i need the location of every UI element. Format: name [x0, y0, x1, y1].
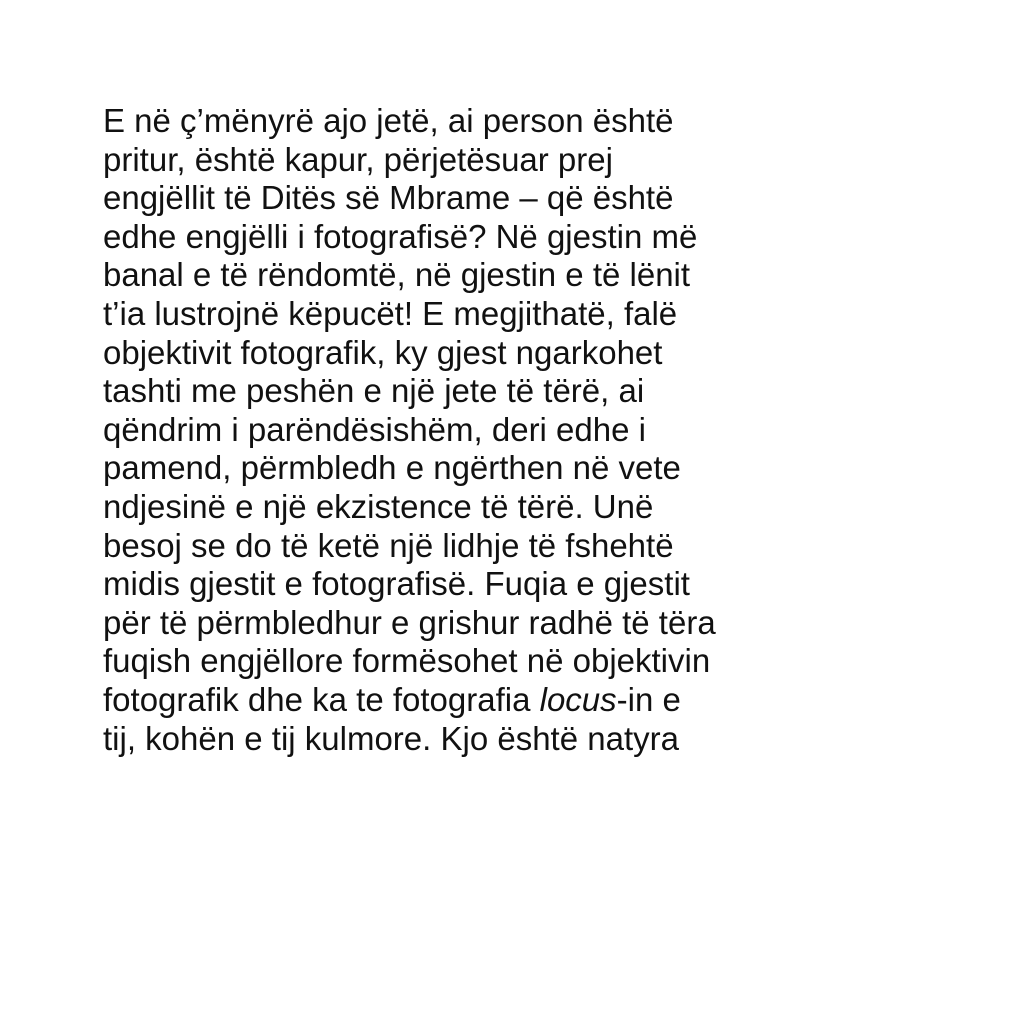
- text-line: pamend, përmbledh e ngërthen në vete: [103, 449, 681, 487]
- text-segment: -in e: [616, 680, 681, 718]
- text-line: banal e të rëndomtë, në gjestin e të lënit: [103, 256, 691, 294]
- italic-term: locus: [539, 680, 617, 718]
- text-line: pritur, është kapur, përjetësuar prej: [103, 140, 613, 178]
- text-line: t’ia lustrojnë këpucët! E megjithatë, falë: [103, 294, 678, 332]
- text-line: E në ç’mënyrë ajo jetë, ai person është: [103, 102, 674, 139]
- text-line: fuqish engjëllore formësohet në objektivin: [103, 642, 711, 680]
- text-line: midis gjestit e fotografisë. Fuqia e gjestit: [103, 565, 690, 603]
- text-line: edhe engjëlli i fotografisë? Në gjestin më: [103, 217, 698, 255]
- text-line: tashti me peshën e një jete të tërë, ai: [103, 372, 645, 410]
- text-segment: fotografik dhe ka te fotografia: [103, 680, 540, 718]
- text-line: tij, kohën e tij kulmore. Kjo është natyra: [103, 719, 679, 757]
- text-line: ndjesinë e një ekzistence të tërë. Unë: [103, 487, 654, 525]
- text-line: besoj se do të ketë një lidhje të fshehtë: [103, 526, 674, 564]
- text-line: qëndrim i parëndësishëm, deri edhe i: [103, 410, 646, 448]
- text-line: për të përmbledhur e grishur radhë të tëra: [103, 603, 716, 641]
- text-line: engjëllit të Ditës së Mbrame – që është: [103, 179, 674, 217]
- body-paragraph: [103, 102, 963, 758]
- text-line: [103, 681, 963, 720]
- text-line: objektivit fotografik, ky gjest ngarkohet: [103, 333, 663, 371]
